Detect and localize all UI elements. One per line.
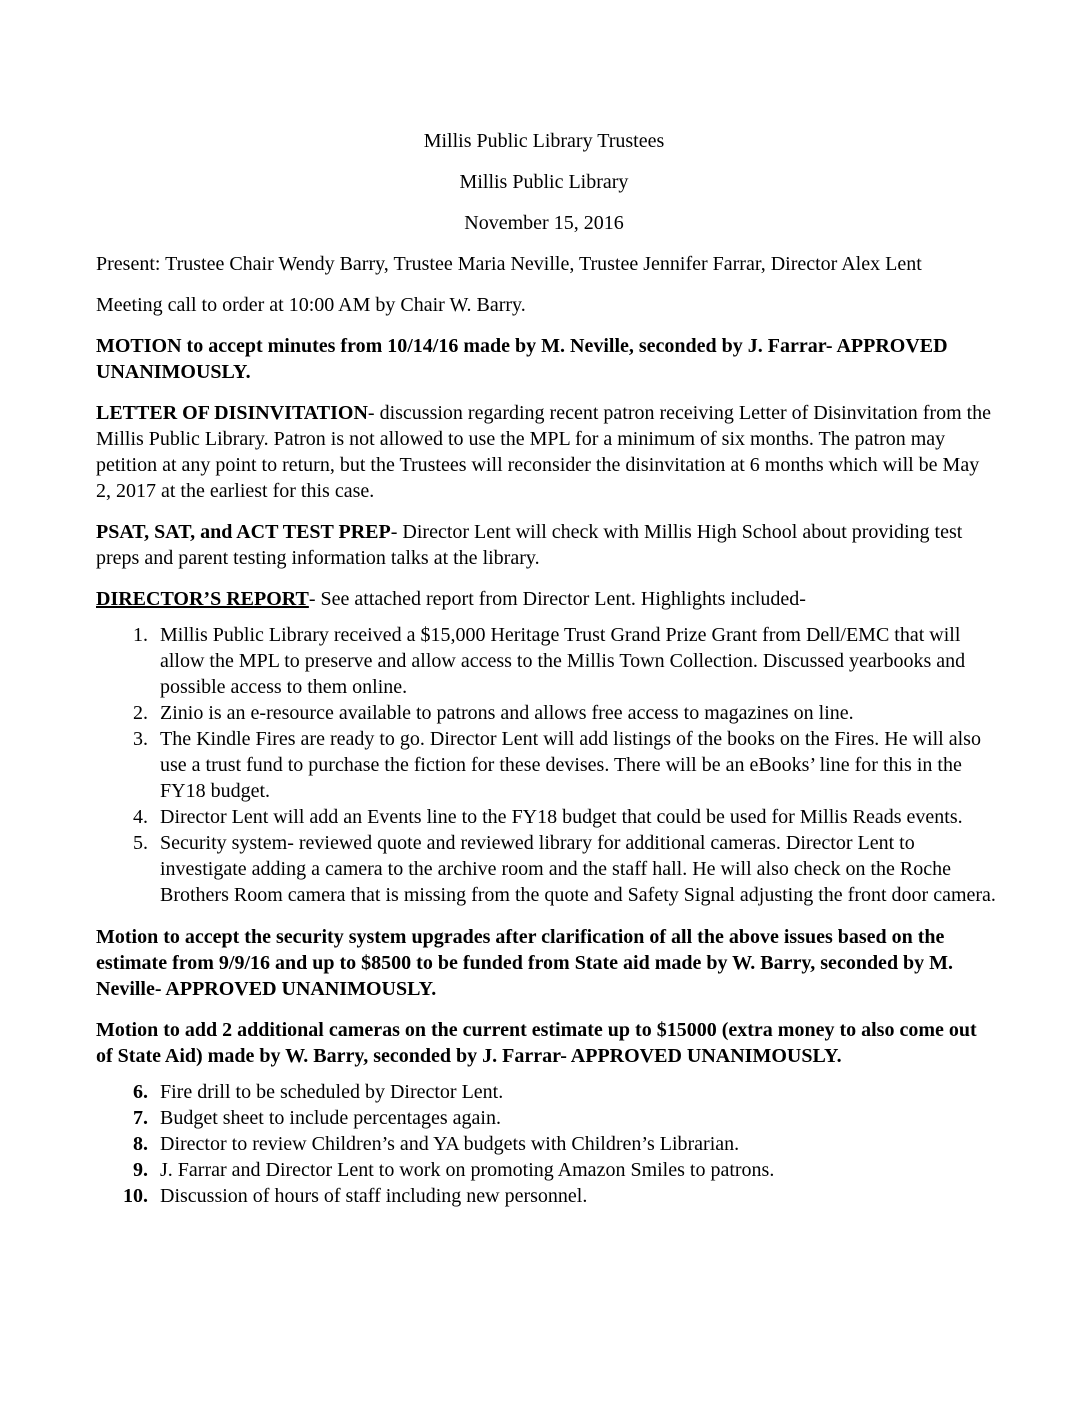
- list-item-number: 5.: [133, 832, 148, 854]
- list-item-number: 2.: [133, 702, 148, 724]
- list-item-text: J. Farrar and Director Lent to work on promoting Amazon Smiles to patrons.: [160, 1159, 775, 1181]
- attendance: Present: Trustee Chair Wendy Barry, Trustee Maria Neville, Trustee Jennifer Farrar, Director Alex Lent: [96, 253, 922, 275]
- directors-report-heading: DIRECTOR’S REPORT: [96, 588, 309, 610]
- list-item-text: Security system- reviewed quote and reviewed library for additional cameras. Director Lent to investigate adding a camera to the archive room and the staff hall. He will also check on the Roche Brothers Room camera that is missing from the quote and Safety Signal adjusting the front door camera.: [160, 832, 996, 906]
- list-item: [96, 1183, 996, 1209]
- list-item: [96, 622, 996, 700]
- disinvitation-text: - discussion regarding recent patron receiving Letter of Disinvitation from the Millis Public Library. Patron is not allowed to use the MPL for a minimum of six months. The patron may petition at any point to return, but the Trustees will reconsider the disinvitation at 6 months which will be May 2, 2017 at the earliest for this case.: [96, 402, 992, 502]
- call-to-order: Meeting call to order at 10:00 AM by Chair W. Barry.: [96, 294, 526, 316]
- additional-items-list: [96, 1079, 996, 1209]
- list-item-number: 3.: [133, 728, 148, 750]
- list-item: [96, 1131, 996, 1157]
- list-item: [96, 1157, 996, 1183]
- list-item-number: 1.: [133, 624, 148, 646]
- test-prep-heading: PSAT, SAT, and ACT TEST PREP: [96, 521, 391, 543]
- test-prep-text: - Director Lent will check with Millis High School about providing test preps and parent testing information talks at the library.: [96, 521, 963, 569]
- list-item-text: Director to review Children’s and YA budgets with Children’s Librarian.: [160, 1133, 740, 1155]
- list-item-text: Millis Public Library received a $15,000 Heritage Trust Grand Prize Grant from Dell/EMC that will allow the MPL to preserve and allow access to the Millis Town Collection. Discussed yearbooks and possible access to them online.: [160, 624, 966, 698]
- board-name: Millis Public Library Trustees: [423, 130, 665, 152]
- list-item-number: 7.: [133, 1107, 148, 1129]
- motion-minutes: MOTION to accept minutes from 10/14/16 made by M. Neville, seconded by J. Farrar- APPROVED UNANIMOUSLY.: [96, 335, 948, 383]
- list-item: [96, 1079, 996, 1105]
- list-item-text: Zinio is an e-resource available to patrons and allows free access to magazines on line.: [160, 702, 854, 724]
- list-item-number: 10.: [123, 1185, 148, 1207]
- disinvitation-section: [96, 400, 996, 504]
- list-item-number: 8.: [133, 1133, 148, 1155]
- list-item-text: Discussion of hours of staff including new personnel.: [160, 1185, 588, 1207]
- list-item: [96, 1105, 996, 1131]
- directors-report-text: - See attached report from Director Lent. Highlights included-: [308, 588, 806, 610]
- list-item-text: Budget sheet to include percentages again.: [160, 1107, 501, 1129]
- meeting-date: November 15, 2016: [464, 212, 624, 234]
- list-item-text: Director Lent will add an Events line to the FY18 budget that could be used for Millis Reads events.: [160, 806, 963, 828]
- list-item-text: The Kindle Fires are ready to go. Director Lent will add listings of the books on the Fires. He will also use a trust fund to purchase the fiction for these devises. There will be an eBooks’ line for this in the FY18 budget.: [160, 728, 981, 802]
- motion-security: Motion to accept the security system upgrades after clarification of all the above issues based on the estimate from 9/9/16 and up to $8500 to be funded from State aid made by W. Barry, seconded by M. Neville- APPROVED UNANIMOUSLY.: [96, 926, 954, 1000]
- minutes-document: [96, 128, 996, 1225]
- motion-cameras: Motion to add 2 additional cameras on the current estimate up to $15000 (extra money to also come out of State Aid) made by W. Barry, seconded by J. Farrar- APPROVED UNANIMOUSLY.: [96, 1019, 977, 1067]
- list-item: [96, 804, 996, 830]
- list-item: [96, 726, 996, 804]
- list-item: [96, 830, 996, 908]
- list-item-number: 4.: [133, 806, 148, 828]
- list-item-number: 6.: [133, 1081, 148, 1103]
- test-prep-section: [96, 519, 996, 571]
- library-name: Millis Public Library: [459, 171, 629, 193]
- list-item: [96, 700, 996, 726]
- list-item-number: 9.: [133, 1159, 148, 1181]
- list-item-text: Fire drill to be scheduled by Director Lent.: [160, 1081, 504, 1103]
- directors-report-section: [96, 586, 996, 612]
- disinvitation-heading: LETTER OF DISINVITATION: [96, 402, 368, 424]
- highlights-list: [96, 622, 996, 908]
